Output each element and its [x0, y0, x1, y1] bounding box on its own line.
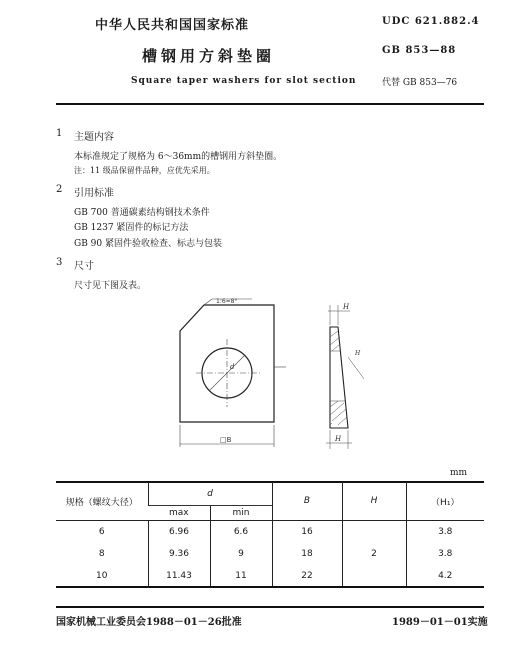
replaces-standard: 代替 GB 853—76	[382, 78, 458, 88]
cell-b: 16	[272, 521, 342, 544]
standard-number: GB 853—88	[382, 45, 457, 56]
title-chinese: 槽钢用方斜垫圈	[142, 47, 276, 65]
title-english: Square taper washers for slot section	[131, 76, 357, 86]
cell-d-max: 9.36	[148, 543, 210, 565]
cell-d-min: 11	[210, 565, 272, 587]
header-d-min: min	[210, 506, 272, 521]
section-1-title: 主题内容	[74, 132, 114, 143]
table-row	[56, 543, 484, 565]
cell-h1: 3.8	[406, 521, 484, 544]
table-row	[56, 565, 484, 587]
side-h-mark: H	[355, 350, 361, 357]
issuing-body: 中华人民共和国国家标准	[95, 18, 250, 33]
effective-date: 1989－01－01实施	[392, 617, 488, 628]
section-2-title: 引用标准	[74, 188, 114, 199]
header-b: B	[272, 482, 342, 521]
width-label: □B	[220, 436, 232, 444]
cell-h	[342, 565, 406, 587]
approval-date: 国家机械工业委员会1988－01－26批准	[56, 617, 242, 628]
section-3-title: 尺寸	[74, 261, 94, 272]
cell-h: 2	[342, 543, 406, 565]
cell-d-min: 9	[210, 543, 272, 565]
side-top-dimension: H	[343, 303, 350, 311]
side-bottom-dimension: H	[335, 435, 342, 443]
udc-number: UDC 621.882.4	[382, 16, 480, 27]
washer-drawing	[160, 297, 390, 452]
header-rule	[56, 103, 484, 105]
diameter-label: d	[230, 363, 235, 371]
cell-spec: 6	[56, 521, 148, 544]
section-2-line-1: GB 700 普通碳素结构钢技术条件	[74, 208, 210, 218]
cell-h1: 4.2	[406, 565, 484, 587]
angle-label: 1:6=8°	[216, 298, 238, 305]
section-1-line-1: 本标准规定了规格为 6～36mm的槽钢用方斜垫圈。	[74, 152, 283, 162]
cell-spec: 10	[96, 571, 108, 581]
cell-d-min: 6.6	[210, 521, 272, 544]
header-spec: 规格（螺纹大径）	[65, 497, 138, 508]
table-bottom-rule	[56, 586, 484, 588]
header-d-max: max	[148, 506, 210, 521]
cell-h	[342, 521, 406, 544]
cell-d-max: 11.43	[148, 565, 210, 587]
cell-b: 22	[272, 565, 342, 587]
section-1-number: 1	[56, 128, 63, 139]
footer-rule	[56, 606, 484, 608]
section-1-line-2: 注：11 级品保留件品种，应优先采用。	[74, 166, 215, 175]
header-h: H	[342, 482, 406, 521]
header-h1: （H₁）	[406, 482, 484, 521]
cell-h1: 3.8	[406, 543, 484, 565]
section-2-line-3: GB 90 紧固件验收检查、标志与包装	[74, 239, 222, 249]
section-3-number: 3	[56, 257, 63, 268]
table-row	[56, 521, 484, 544]
section-2-number: 2	[56, 184, 63, 195]
section-3-line-1: 尺寸见下图及表。	[74, 281, 147, 291]
dimension-table	[56, 482, 484, 587]
unit-label: mm	[450, 468, 468, 478]
cell-b: 18	[272, 543, 342, 565]
section-2-line-2: GB 1237 紧固件的标记方法	[74, 223, 189, 233]
cell-d-max: 6.96	[148, 521, 210, 544]
cell-spec: 8	[98, 549, 105, 559]
header-d: d	[148, 482, 272, 506]
